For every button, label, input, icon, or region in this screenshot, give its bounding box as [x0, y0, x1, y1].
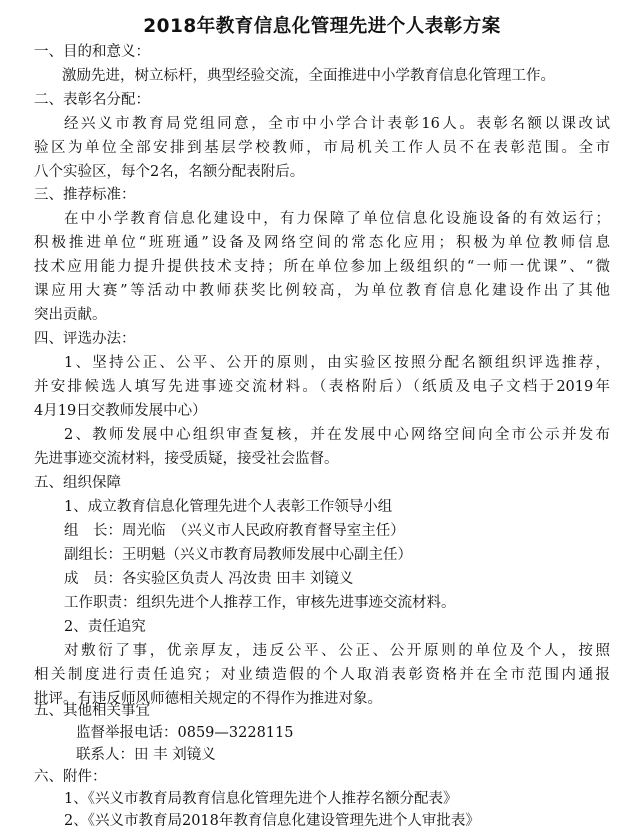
- section-heading-organization: 五、组织保障: [34, 475, 121, 491]
- paragraph-line: 4月19日交教师发展中心）: [34, 403, 207, 419]
- paragraph-line: 2、教师发展中心组织审查复核，并在发展中心网络空间向全市公示并发布: [64, 427, 610, 443]
- paragraph-line: 1、成立教育信息化管理先进个人表彰工作领导小组: [64, 499, 393, 515]
- document-title: 2018年教育信息化管理先进个人表彰方案: [143, 16, 501, 37]
- paragraph-line: 八个实验区，每个2名，名额分配表附后。: [34, 164, 305, 180]
- paragraph-line: 1、坚持公正、公平、公开的原则，由实验区按照分配名额组织评选推荐，: [64, 355, 610, 371]
- duties-line: 工作职责：组织先进个人推荐工作，审核先进事迹交流材料。: [64, 595, 456, 611]
- paragraph-line: 经兴义市教育局党组同意，全市中小学合计表彰16人。表彰名额以课改试: [64, 116, 610, 132]
- paragraph-line: 先进事迹交流材料，接受质疑，接受社会监督。: [34, 451, 339, 467]
- paragraph-line: 相关制度进行责任追究；对业绩造假的个人取消表彰资格并在全市范围内通报: [34, 667, 610, 683]
- leader-line: 组 长：周光临 （兴义市人民政府教育督导室主任）: [64, 523, 405, 539]
- paragraph-line: 验区为单位全部安排到基层学校教师，市局机关工作人员不在表彰范围。全市: [34, 140, 610, 156]
- paragraph-line: 2、责任追究: [64, 619, 146, 635]
- section-heading-criteria: 三、推荐标准：: [34, 187, 136, 203]
- paragraph-line: 在中小学教育信息化建设中，有力保障了单位信息化设施设备的有效运行；: [64, 211, 610, 227]
- paragraph-line: 突出贡献。: [34, 307, 107, 323]
- section-heading-purpose: 一、目的和意义：: [34, 44, 150, 60]
- section-heading-quota: 二、表彰名分配：: [34, 92, 150, 108]
- paragraph-line: 并安排候选人填写先进事迹交流材料。（表格附后）（纸质及电子文档于2019年: [34, 379, 610, 395]
- contact-line: 联系人：田 丰 刘镜义: [76, 747, 216, 763]
- attachment-item: 1、《兴义市教育局教育信息化管理先进个人推荐名额分配表》: [64, 791, 458, 807]
- attachment-item: 2、《兴义市教育局2018年教育信息化建设管理先进个人审批表》: [64, 813, 480, 829]
- paragraph-line: 技术应用能力提升提供技术支持；所在单位参加上级组织的“一师一优课”、“微: [34, 259, 610, 275]
- section-heading-method: 四、评选办法：: [34, 331, 136, 347]
- members-line: 成 员：各实验区负责人 冯汝贵 田丰 刘镜义: [64, 571, 354, 587]
- paragraph-line: 积极推进单位“班班通”设备及网络空间的常态化应用；积极为单位教师信息: [34, 235, 610, 251]
- deputy-leader-line: 副组长：王明魁（兴义市教育局教师发展中心副主任）: [64, 547, 412, 563]
- section-heading-attachments: 六、附件：: [34, 769, 107, 785]
- paragraph-line: 激励先进，树立标杆，典型经验交流，全面推进中小学教育信息化管理工作。: [62, 68, 555, 84]
- paragraph-line: 对敷衍了事，优亲厚友，违反公平、公正、公开原则的单位及个人，按照: [64, 643, 610, 659]
- hotline-line: 监督举报电话：0859—3228115: [76, 725, 294, 741]
- section-heading-other: 五、其他相关事宜: [34, 703, 150, 719]
- paragraph-line: 课应用大赛”等活动中教师获奖比例较高，为单位教育信息化建设作出了其他: [34, 283, 610, 299]
- paragraph-line: 批评。有违反师风师德相关规定的不得作为推进对象。: [34, 691, 382, 707]
